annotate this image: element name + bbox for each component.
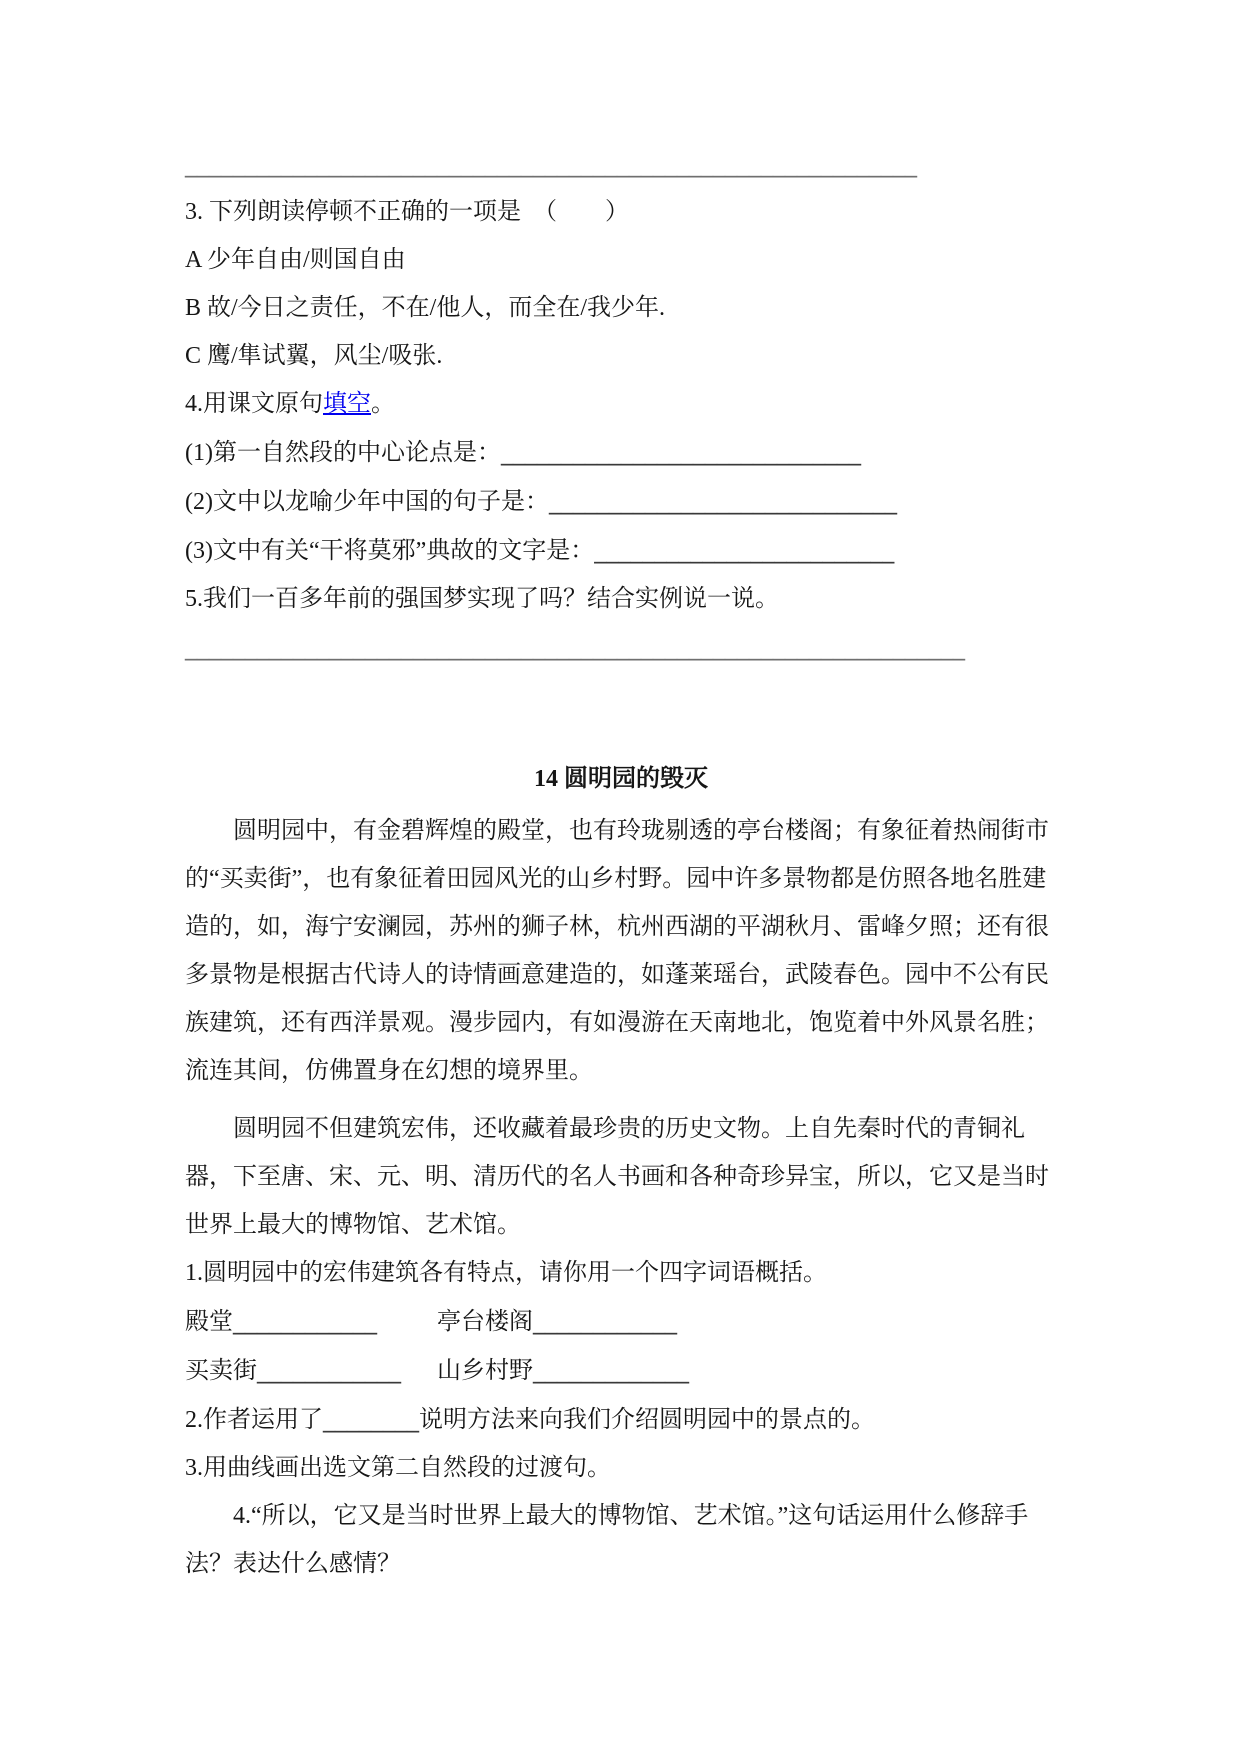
question-4-subitem-3 (185, 526, 1057, 575)
question-2-stem (185, 1395, 1057, 1444)
blank-label: 亭台楼阁 (437, 1309, 533, 1335)
blank-line: _____________ (533, 1356, 689, 1384)
question-3-option-c: C 鹰/隼试翼，风尘/吸张. (185, 343, 443, 369)
subitem-2-blank-line: _____________________________ (548, 487, 897, 515)
question-4-subitem-1 (185, 428, 1057, 477)
question-3b-stem: 3.用曲线画出选文第二自然段的过渡句。 (185, 1455, 611, 1481)
question-5-stem: 5.我们一百多年前的强国梦实现了吗？结合实例说一说。 (185, 586, 779, 612)
subitem-2-label: (2)文中以龙喻少年中国的句子是： (185, 489, 549, 515)
subitem-1-blank-line: ______________________________ (500, 438, 861, 466)
blank-label: 买卖街 (185, 1358, 257, 1384)
passage-title: 14 圆明园的毁灭 (534, 766, 708, 792)
fill-blank-link[interactable]: 填空 (323, 391, 371, 417)
passage-paragraph-1: 圆明园中，有金碧辉煌的殿堂，也有玲珑剔透的亭台楼阁；有象征着热闹街市的“买卖街”，也有象征着田园风光的山乡村野。园中许多景物都是仿照各地名胜建造的，如，海宁安澜园，苏州的狮子林，杭州西湖的平湖秋月、雷峰夕照；还有很多景物是根据古代诗人的诗情画意建造的，如蓬莱瑶台，武陵春色。园中不公有民族建筑，还有西洋景观。漫步园内，有如漫游在天南地北，饱览着中外风景名胜；流连其间，仿佛置身在幻想的境界里。 (185, 818, 1049, 1084)
question-4-text-pre: 4.用课文原句 (185, 391, 323, 417)
blank-item-maimaijie (185, 1346, 437, 1395)
blank-label: 山乡村野 (437, 1358, 533, 1384)
question-3-stem: 3. 下列朗读停顿不正确的一项是 （ ） (185, 199, 629, 225)
answer-rule-bottom: _________________________________________________________________ (185, 633, 965, 661)
question-1-blank-row-1 (185, 1297, 1057, 1346)
subitem-1-label: (1)第一自然段的中心论点是： (185, 440, 501, 466)
subitem-3-label: (3)文中有关“干将莫邪”典故的文字是： (185, 538, 595, 564)
blank-line: ____________ (257, 1356, 401, 1384)
question-3-option-b: B 故/今日之责任，不在/他人，而全在/我少年. (185, 295, 666, 321)
subitem-3-blank-line: _________________________ (594, 536, 895, 564)
question-1-stem: 1.圆明园中的宏伟建筑各有特点，请你用一个四字词语概括。 (185, 1260, 827, 1286)
question-4-subitem-2 (185, 477, 1057, 526)
question-2-text-post: 说明方法来向我们介绍圆明园中的景点的。 (419, 1407, 875, 1433)
blank-label: 殿堂 (185, 1309, 233, 1335)
question-2-text-pre: 2.作者运用了 (185, 1407, 323, 1433)
question-3-option-a: A 少年自由/则国自由 (185, 247, 406, 273)
answer-rule-top: _____________________________________________________________ (185, 150, 917, 178)
blank-item-diantang (185, 1297, 437, 1346)
question-4-text-post: 。 (371, 391, 395, 417)
question-4b-stem: 4.“所以，它又是当时世界上最大的博物馆、艺术馆。”这句话运用什么修辞手法？表达什么感情？ (185, 1503, 1029, 1577)
passage-paragraph-2: 圆明园不但建筑宏伟，还收藏着最珍贵的历史文物。上自先秦时代的青铜礼器，下至唐、宋、元、明、清历代的名人书画和各种奇珍异宝，所以，它又是当时世界上最大的博物馆、艺术馆。 (185, 1116, 1049, 1238)
blank-item-shanxiang (437, 1358, 689, 1384)
blank-line: ____________ (233, 1307, 377, 1335)
question-1-blank-row-2 (185, 1346, 1057, 1395)
blank-line: ____________ (533, 1307, 677, 1335)
question-4-stem (185, 380, 1057, 428)
question-2-blank-line: ________ (323, 1405, 419, 1433)
blank-item-tingtai (437, 1309, 677, 1335)
